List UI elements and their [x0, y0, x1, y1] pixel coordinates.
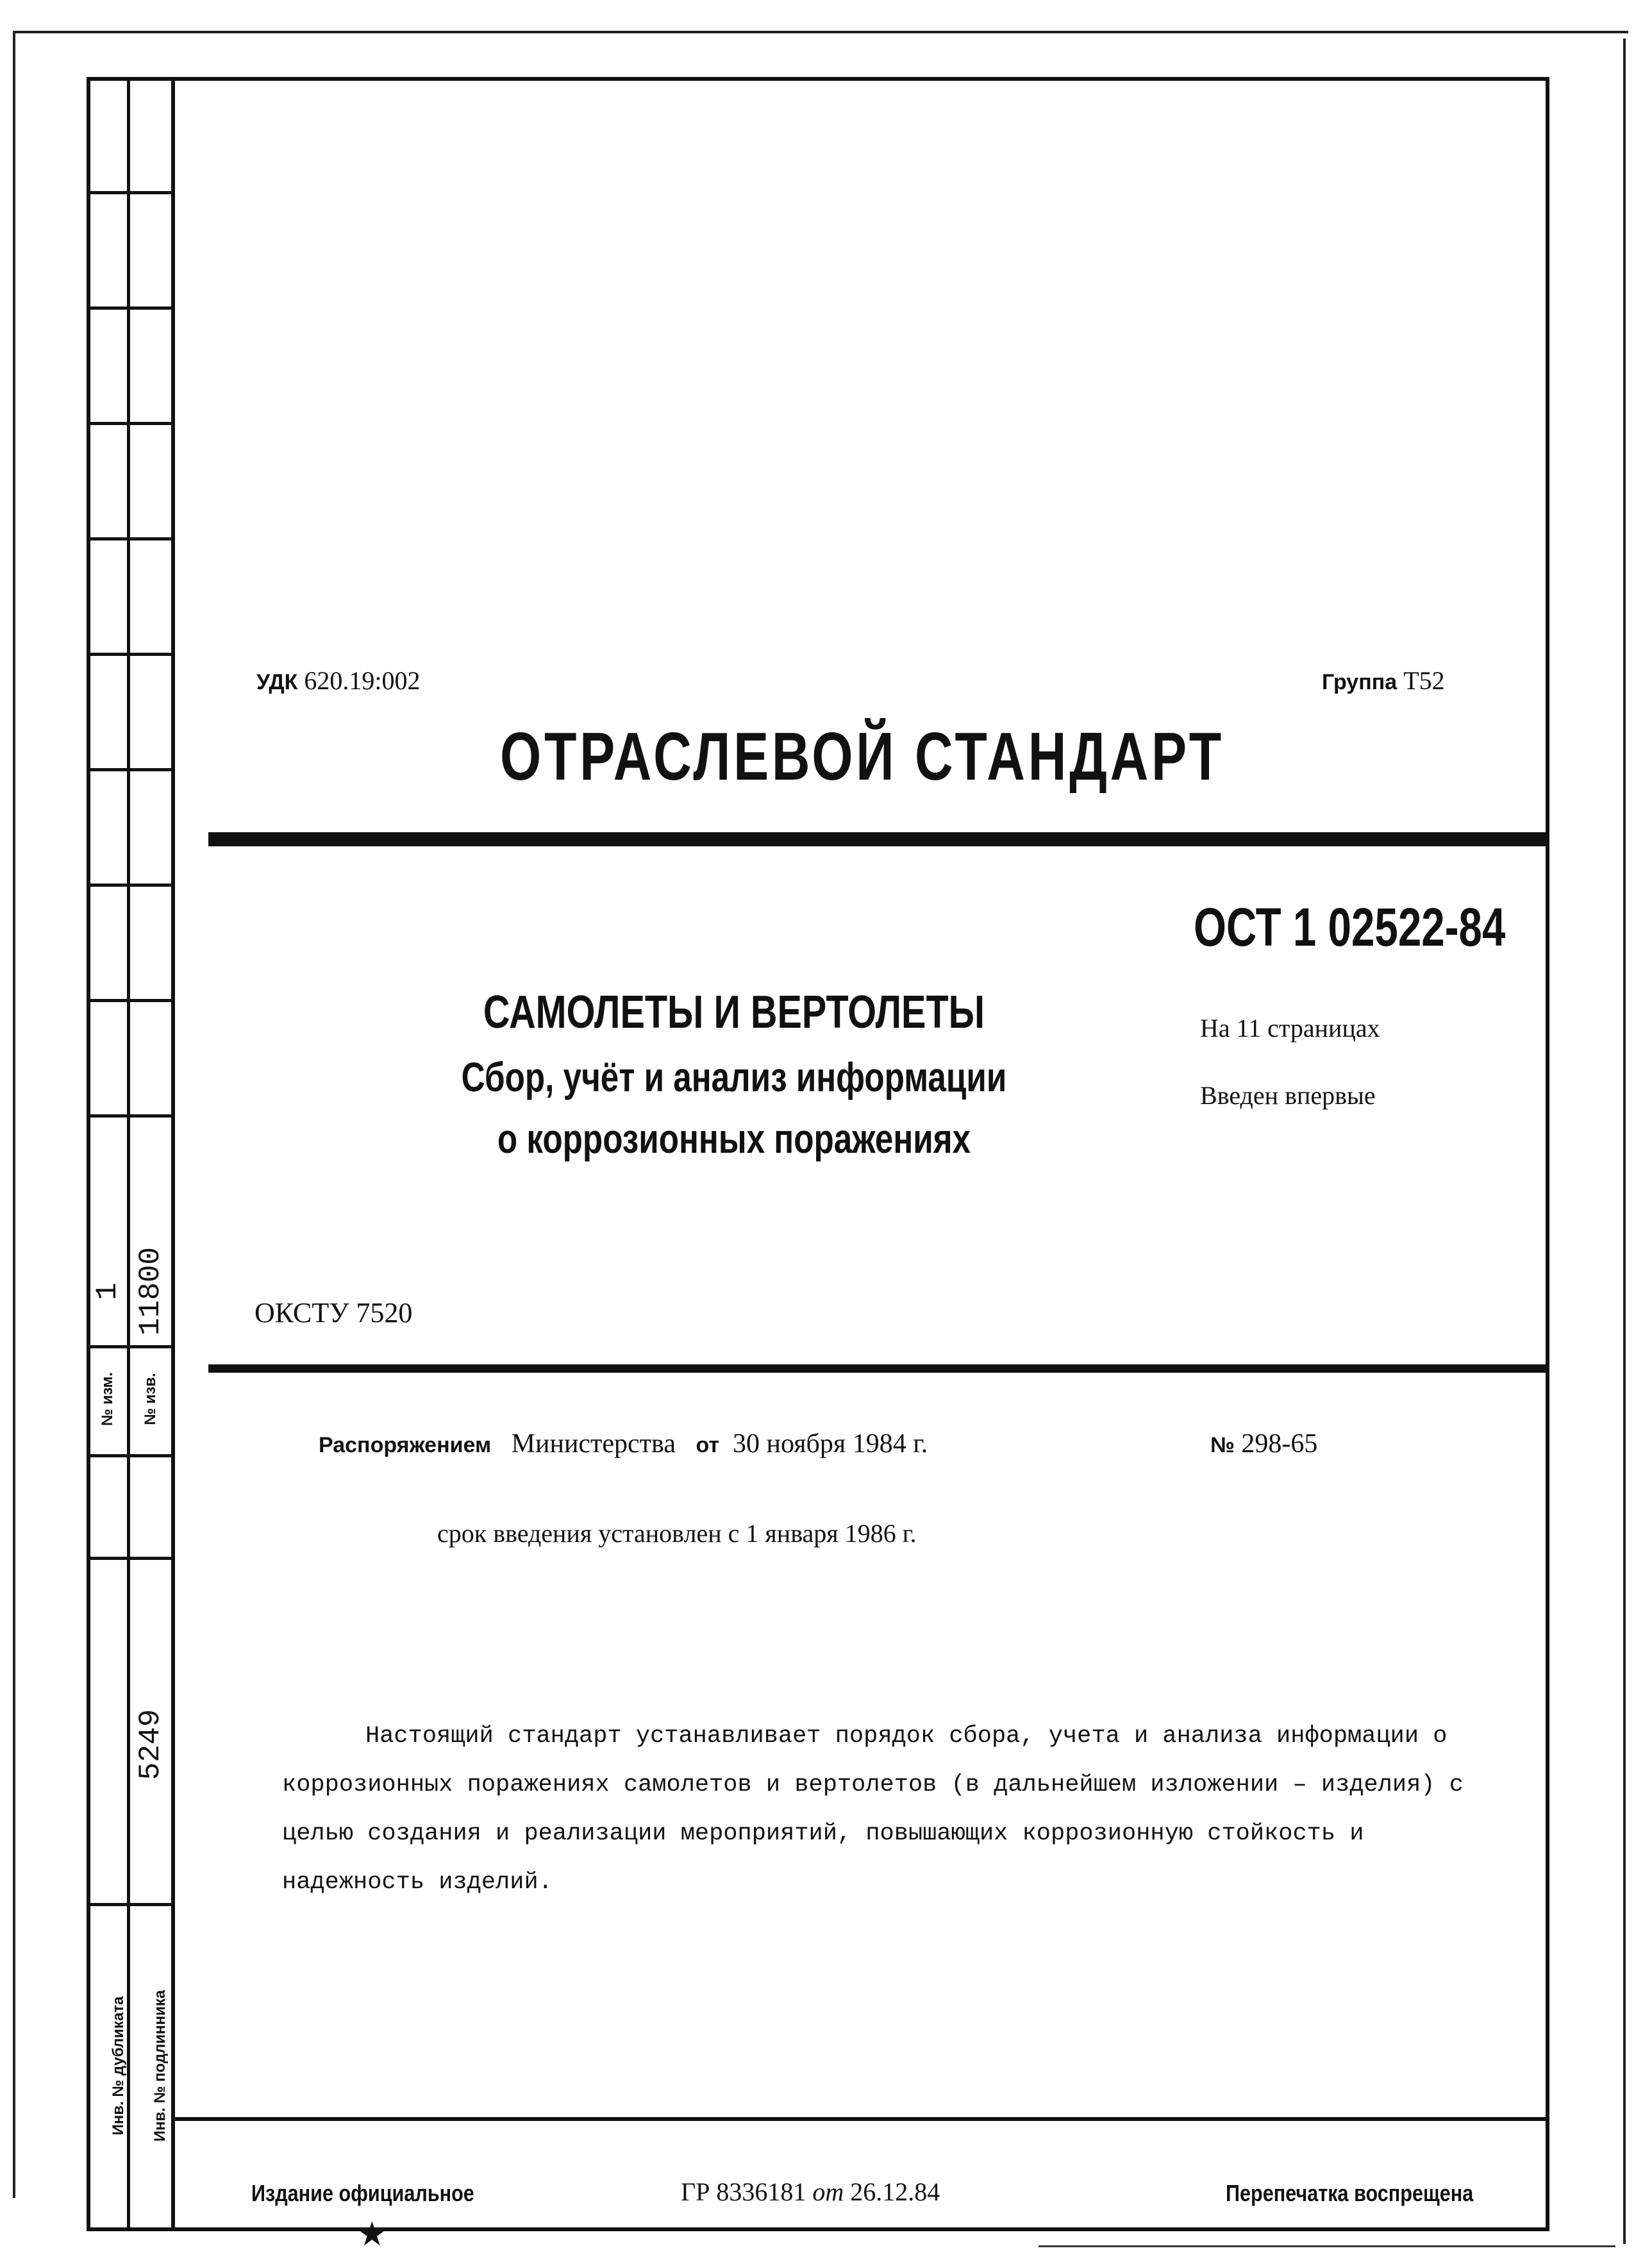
star-icon: ★: [357, 2216, 387, 2253]
margin-duplicate-label: Инв. № дубликата: [110, 1996, 127, 2136]
udk-value: 620.19:002: [304, 666, 421, 695]
decree-ministry: Министерства: [511, 1429, 676, 1459]
margin-notice-label: № изв.: [142, 1373, 159, 1425]
margin-grid-line: [87, 422, 175, 425]
scan-border-top: [13, 31, 1628, 33]
scan-border-bottom: [1039, 2245, 1615, 2247]
margin-grid-line: [87, 653, 175, 656]
section-rule: [208, 1364, 1549, 1373]
margin-grid-line: [87, 306, 175, 310]
margin-grid-line: [87, 191, 175, 194]
group-label: Группа: [1322, 670, 1398, 694]
effective-date: срок введения установлен с 1 января 1986 г.: [437, 1519, 917, 1548]
intro-paragraph: [282, 1712, 1513, 1907]
margin-change-no: 1: [91, 1282, 124, 1300]
margin-grid-line: [87, 1557, 175, 1560]
title-rule: [208, 832, 1549, 846]
margin-original-inv: 5249: [134, 1709, 167, 1780]
decree-label: Распоряжением: [319, 1433, 492, 1457]
decree-no-value: 298-65: [1241, 1429, 1318, 1459]
margin-grid-line: [87, 537, 175, 540]
udk-label: УДК: [256, 670, 298, 694]
footer-separator: [175, 2117, 1549, 2121]
margin-grid-line: [87, 1114, 175, 1118]
subject-heading: САМОЛЕТЫ И ВЕРТОЛЕТЫ: [483, 987, 985, 1038]
margin-grid-line: [87, 1454, 175, 1457]
subject-line-1: Сбор, учёт и анализ информации: [461, 1054, 1007, 1100]
margin-grid-line: [87, 884, 175, 887]
margin-column-divider: [127, 77, 130, 2231]
margin-change-label: № изм.: [99, 1372, 116, 1426]
decree-line: [319, 1428, 928, 1459]
page-count: На 11 страницах: [1200, 1014, 1380, 1043]
registration-number: [681, 2177, 940, 2207]
subject-line-2: о коррозионных поражениях: [497, 1116, 971, 1162]
margin-grid-line: [87, 1903, 175, 1906]
gr-date: 26.12.84: [850, 2177, 940, 2206]
group-code: [1322, 666, 1445, 696]
udk-code: [256, 666, 421, 696]
decree-number: [1210, 1428, 1317, 1459]
reprint-notice: Перепечатка воспрещена: [1226, 2180, 1474, 2206]
margin-original-label: Инв. № подлинника: [151, 1990, 169, 2142]
decree-from: от: [696, 1433, 720, 1457]
decree-no-label: №: [1210, 1433, 1235, 1457]
paragraph-text: Настоящий стандарт устанавливает порядок сбора, учета и анализа информации о коррозионных поражениях самолетов и вертолетов (в дальнейшем изложении – изделия) с целью создания и реализации мероприятий, повышающих коррозионную стойкость и надежность изделий.: [282, 1723, 1464, 1896]
official-edition: Издание официальное: [251, 2180, 474, 2206]
gr-label: ГР 8336181: [681, 2177, 806, 2206]
decree-date: 30 ноября 1984 г.: [733, 1429, 928, 1459]
page-title: ОТРАСЛЕВОЙ СТАНДАРТ: [500, 719, 1224, 794]
margin-notice-no: 11800: [134, 1246, 167, 1336]
introduced-note: Введен впервые: [1200, 1081, 1376, 1110]
scan-border-left: [13, 31, 15, 2198]
scan-border-right: [1623, 38, 1626, 2244]
gr-from: от: [812, 2177, 844, 2206]
margin-column-divider: [171, 77, 175, 2231]
margin-grid-line: [87, 768, 175, 771]
standard-subject: [356, 986, 1112, 1169]
okstu-code: ОКСТУ 7520: [254, 1297, 413, 1328]
standard-number: ОСТ 1 02522-84: [1194, 897, 1506, 957]
margin-grid-line: [87, 999, 175, 1002]
group-value: Т52: [1403, 666, 1445, 695]
